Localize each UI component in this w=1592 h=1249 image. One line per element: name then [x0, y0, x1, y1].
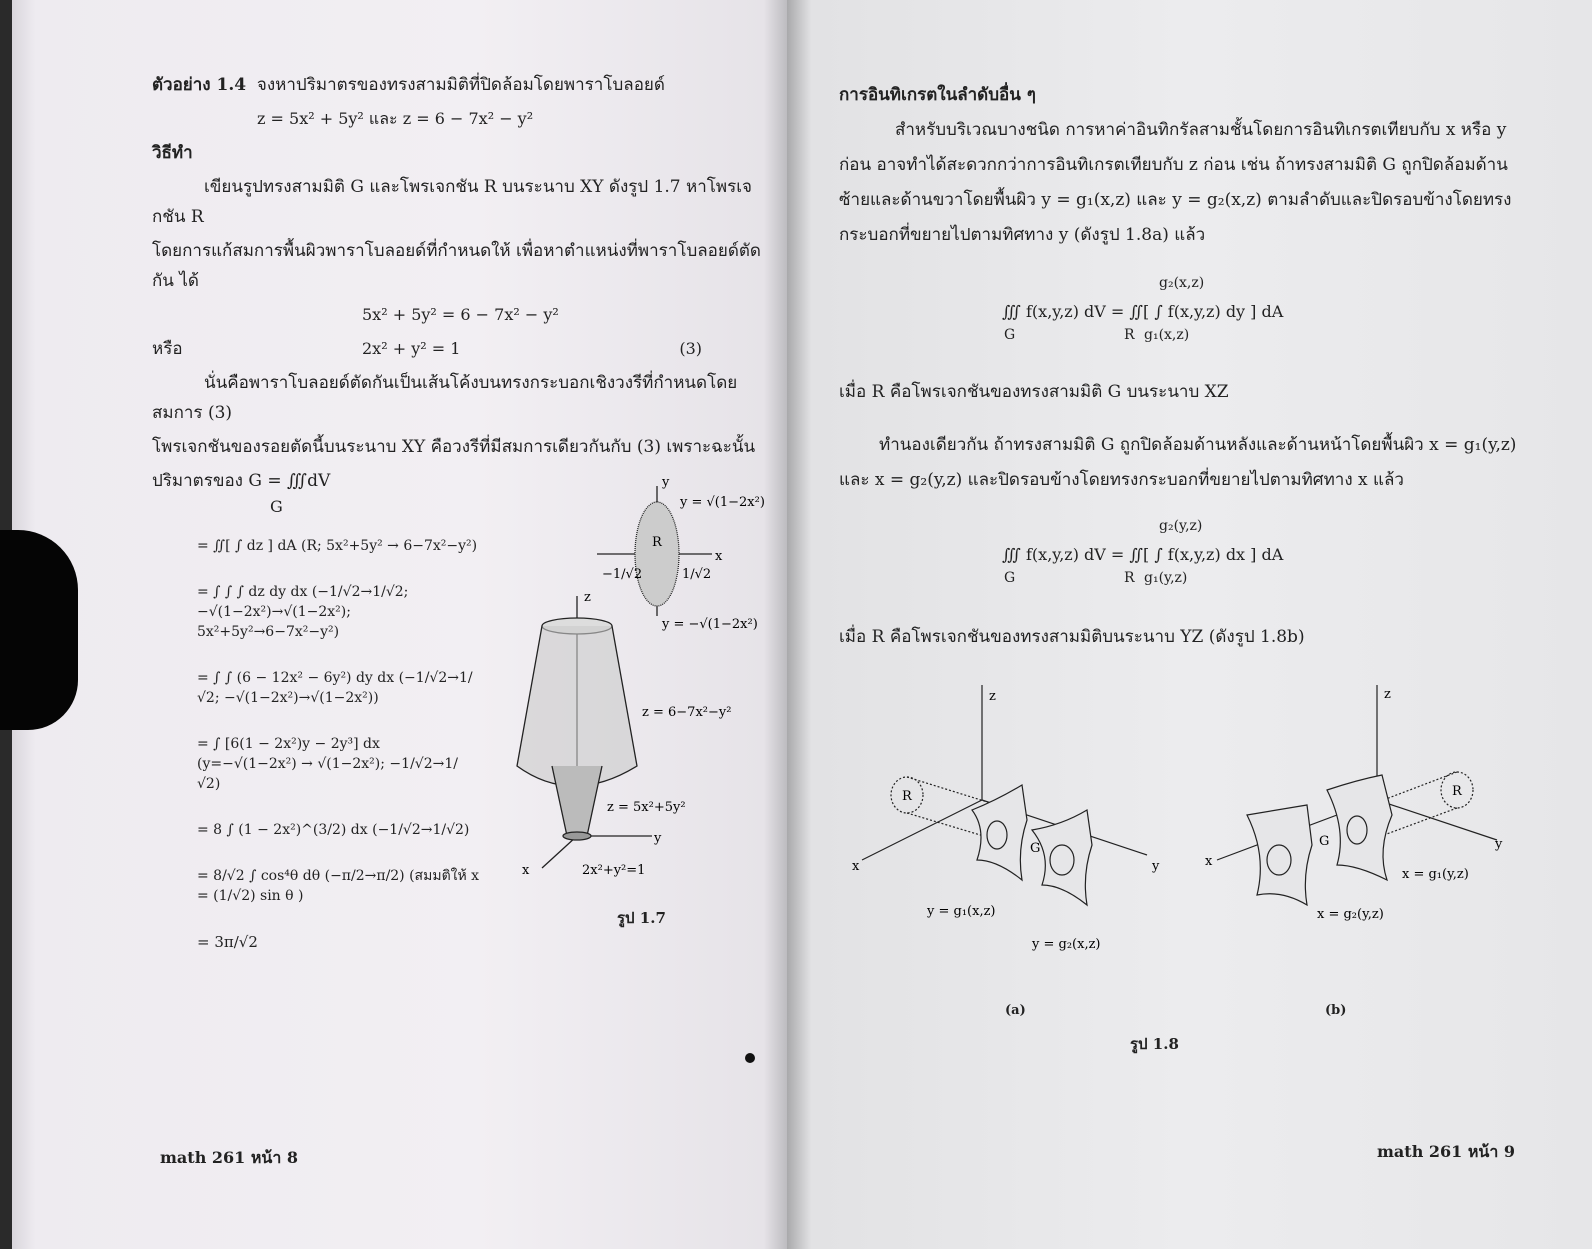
section-heading: การอินทิเกรตในลำดับอื่น ๆ — [839, 85, 1036, 105]
fig-label: z = 5x²+5y² — [607, 800, 686, 815]
paragraph-line: เมื่อ R คือโพรเจกชันของทรงสามมิติ G บนระนาบ XZ — [839, 382, 1229, 402]
page-footer: math 261 หน้า 8 — [160, 1148, 299, 1167]
fig-label: 2x²+y²=1 — [582, 863, 646, 878]
paragraph-line: กระบอกที่ขยายไปตามทิศทาง y (ดังรูป 1.8a) แล้ว — [839, 225, 1206, 245]
paragraph-line: ซ้ายและด้านขวาโดยพื้นผิว y = g₁(x,z) และ y = g₂(x,z) ตามลำดับและปิดรอบข้างโดยทรง — [839, 190, 1512, 210]
fig-label: x — [715, 549, 723, 564]
volume-subscript: G — [270, 497, 283, 516]
fig-label: z = 6−7x²−y² — [642, 705, 732, 720]
formula-G: G — [1004, 570, 1016, 586]
figure-1-7-container — [492, 466, 772, 936]
fig-label: x — [852, 859, 860, 874]
finger-shadow — [0, 530, 78, 730]
example-text: จงหาปริมาตรของทรงสามมิติที่ปิดล้อมโดยพาราโบลอยด์ — [256, 75, 665, 95]
fig-label: y — [654, 831, 662, 846]
fig-label: x = g₁(y,z) — [1402, 867, 1469, 882]
fig-label: z — [584, 590, 591, 605]
or-label: หรือ — [152, 339, 183, 359]
paragraph-line: ทำนองเดียวกัน ถ้าทรงสามมิติ G ถูกปิดล้อมด้านหลังและด้านหน้าโดยพื้นผิว x = g₁(y,z) — [879, 435, 1517, 455]
fig-label: x = g₂(y,z) — [1317, 907, 1384, 922]
formula-lower: g₁(y,z) — [1144, 570, 1188, 586]
formula-R: R — [1124, 327, 1135, 343]
dot-mark — [745, 1053, 755, 1063]
formula-1: ∭ f(x,y,z) dV = ∬[ ∫ f(x,y,z) dy ] dA — [1002, 302, 1284, 321]
paragraph-line: โพรเจกชันของรอยตัดนี้บนระนาบ XY คือวงรีที่มีสมการเดียวกันกับ (3) เพราะฉะนั้น — [152, 437, 756, 457]
step-1: = ∬[ ∫ dz ] dA (R; 5x²+5y² → 6−7x²−y²) — [197, 538, 478, 554]
fig-label: R — [1452, 784, 1462, 799]
page-footer: math 261 หน้า 9 — [1377, 1142, 1516, 1161]
figure-1-8a — [847, 680, 1177, 980]
solution-label: วิธีทำ — [152, 143, 193, 163]
left-page — [12, 0, 787, 1249]
fig-label: y = √(1−2x²) — [680, 495, 765, 510]
equation-row — [152, 334, 772, 364]
volume-line: ปริมาตรของ G = ∭dV — [152, 471, 331, 491]
left-page-content — [152, 70, 772, 978]
figure-1-8b — [1197, 680, 1527, 980]
fig-label: y = g₁(x,z) — [927, 904, 996, 919]
fig-label: y — [662, 475, 670, 490]
figure-caption: รูป 1.7 — [617, 909, 666, 927]
fig-label: R — [652, 535, 662, 550]
formula-lower: g₁(x,z) — [1144, 327, 1190, 343]
fig-label: x — [522, 863, 530, 878]
formula-R: R — [1124, 570, 1135, 586]
step-4: = ∫ [6(1 − 2x²)y − 2y³] dx (y=−√(1−2x²) → √(1−2x²); −1/√2→1/√2) — [197, 736, 458, 792]
example-label: ตัวอย่าง 1.4 — [152, 75, 247, 95]
step-3: = ∫ ∫ (6 − 12x² − 6y²) dy dx (−1/√2→1/√2; −√(1−2x²)→√(1−2x²)) — [197, 670, 473, 706]
equation: 2x² + y² = 1 — [362, 339, 461, 358]
formula-upper: g₂(x,z) — [1159, 275, 1205, 291]
paragraph-line: ก่อน อาจทำได้สะดวกกว่าการอินทิเกรตเทียบกับ z ก่อน เช่น ถ้าทรงสามมิติ G ถูกปิดล้อมด้าน — [839, 155, 1508, 175]
paragraph-line: เมื่อ R คือโพรเจกชันของทรงสามมิติบนระนาบ YZ (ดังรูป 1.8b) — [839, 627, 1305, 647]
equation: 5x² + 5y² = 6 − 7x² − y² — [362, 305, 559, 324]
figure-a-label: (a) — [1005, 1003, 1026, 1018]
paragraph-line: สำหรับบริเวณบางชนิด การหาค่าอินทิกรัลสามชั้นโดยการอินทิเกรตเทียบกับ x หรือ y — [895, 120, 1507, 140]
paragraph-line: เขียนรูปทรงสามมิติ G และโพรเจกชัน R บนระนาบ XY ดังรูป 1.7 หาโพรเจกชัน R — [152, 177, 753, 227]
example-heading — [152, 70, 772, 100]
fig-label: y = −√(1−2x²) — [662, 617, 758, 632]
fig-label: G — [1319, 834, 1330, 849]
step-5: = 8 ∫ (1 − 2x²)^(3/2) dx (−1/√2→1/√2) — [197, 822, 470, 838]
fig-label: y — [1495, 837, 1503, 852]
right-page — [787, 0, 1592, 1249]
paragraph-line: โดยการแก้สมการพื้นผิวพาราโบลอยด์ที่กำหนดให้ เพื่อหาตำแหน่งที่พาราโบลอยด์ตัดกัน ได้ — [152, 241, 761, 291]
paragraph-line: และ x = g₂(y,z) และปิดรอบข้างโดยทรงกระบอกที่ขยายไปตามทิศทาง x แล้ว — [839, 470, 1404, 490]
fig-label: R — [902, 789, 912, 804]
equation-number: (3) — [679, 339, 702, 358]
formula-2: ∭ f(x,y,z) dV = ∬[ ∫ f(x,y,z) dx ] dA — [1002, 545, 1284, 564]
formula-G: G — [1004, 327, 1016, 343]
fig-label: −1/√2 — [602, 567, 643, 582]
fig-label: z — [1384, 687, 1391, 702]
fig-label: G — [1030, 841, 1041, 856]
formula-upper: g₂(y,z) — [1159, 518, 1203, 534]
fig-label: x — [1205, 854, 1213, 869]
figure-b-label: (b) — [1325, 1003, 1347, 1018]
fig-label: y = g₂(x,z) — [1032, 937, 1101, 952]
figure-1-7 — [492, 466, 772, 896]
fig-label: 1/√2 — [682, 567, 712, 582]
surfaces-equation: z = 5x² + 5y² และ z = 6 − 7x² − y² — [257, 109, 534, 128]
fig-label: z — [989, 689, 996, 704]
step-2: = ∫ ∫ ∫ dz dy dx (−1/√2→1/√2; −√(1−2x²)→√(1−2x²); 5x²+5y²→6−7x²−y²) — [197, 584, 409, 640]
step-7: = 3π/√2 — [197, 933, 258, 951]
paragraph-line: นั่นคือพาราโบลอยด์ตัดกันเป็นเส้นโค้งบนทรงกระบอกเชิงวงรีที่กำหนดโดยสมการ (3) — [152, 373, 738, 423]
step-6: = 8/√2 ∫ cos⁴θ dθ (−π/2→π/2) (สมมติให้ x = (1/√2) sin θ ) — [197, 868, 480, 904]
fig-label: y — [1152, 859, 1160, 874]
figure-caption: รูป 1.8 — [1130, 1035, 1179, 1053]
